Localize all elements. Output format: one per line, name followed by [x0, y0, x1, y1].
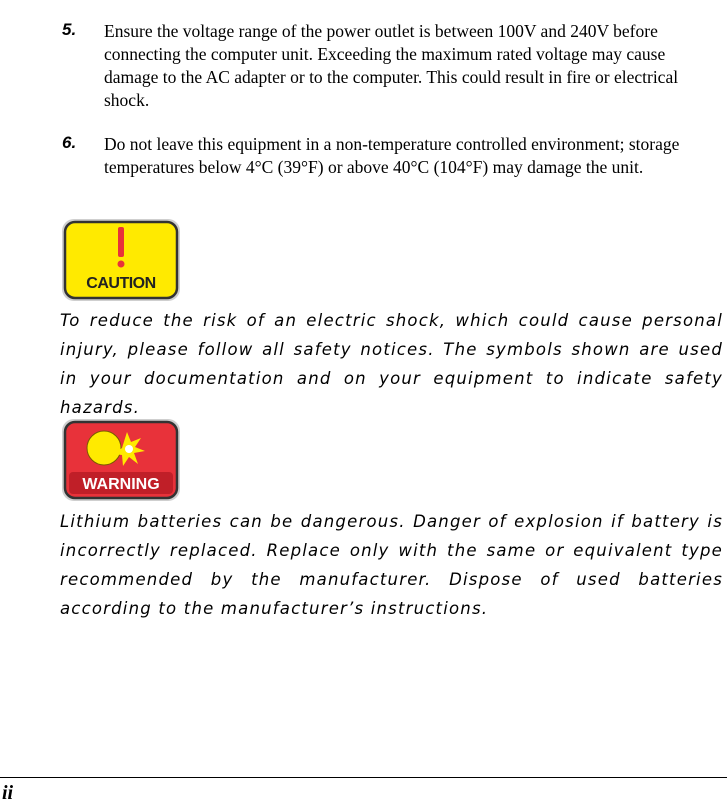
warning-text: Lithium batteries can be dangerous. Danger of explosion if battery is incorrectly replaced. Replace only with the same or equivalent type recommended by the manufacturer. Dispose of used batteries according to the manufacturer’s instructions.: [60, 512, 723, 618]
item-text: Do not leave this equipment in a non-temperature controlled environment; storage temperatures below 4°C (39°F) or above 40°C (104°F) may damage the unit.: [104, 134, 680, 177]
item-number: 6.: [62, 133, 77, 152]
explosion-warning-icon: [61, 418, 181, 502]
caution-icon: [61, 218, 181, 302]
caution-label: CAUTION: [86, 275, 156, 292]
page-number: ii: [2, 782, 14, 804]
item-text: Ensure the voltage range of the power outlet is between 100V and 240V before connecting the computer unit. Exceeding the maximum rated voltage may cause damage to the AC adapter or to the computer. This could result in fire or electrical shock.: [104, 21, 679, 110]
caution-text: To reduce the risk of an electric shock, which could cause personal injury, please follow all safety notices. The symbols shown are used in your documentation and on your equipment to indicate safety hazards.: [60, 311, 723, 417]
warning-label: WARNING: [82, 476, 160, 493]
item-number: 5.: [62, 20, 77, 39]
footer-divider: [0, 777, 727, 778]
